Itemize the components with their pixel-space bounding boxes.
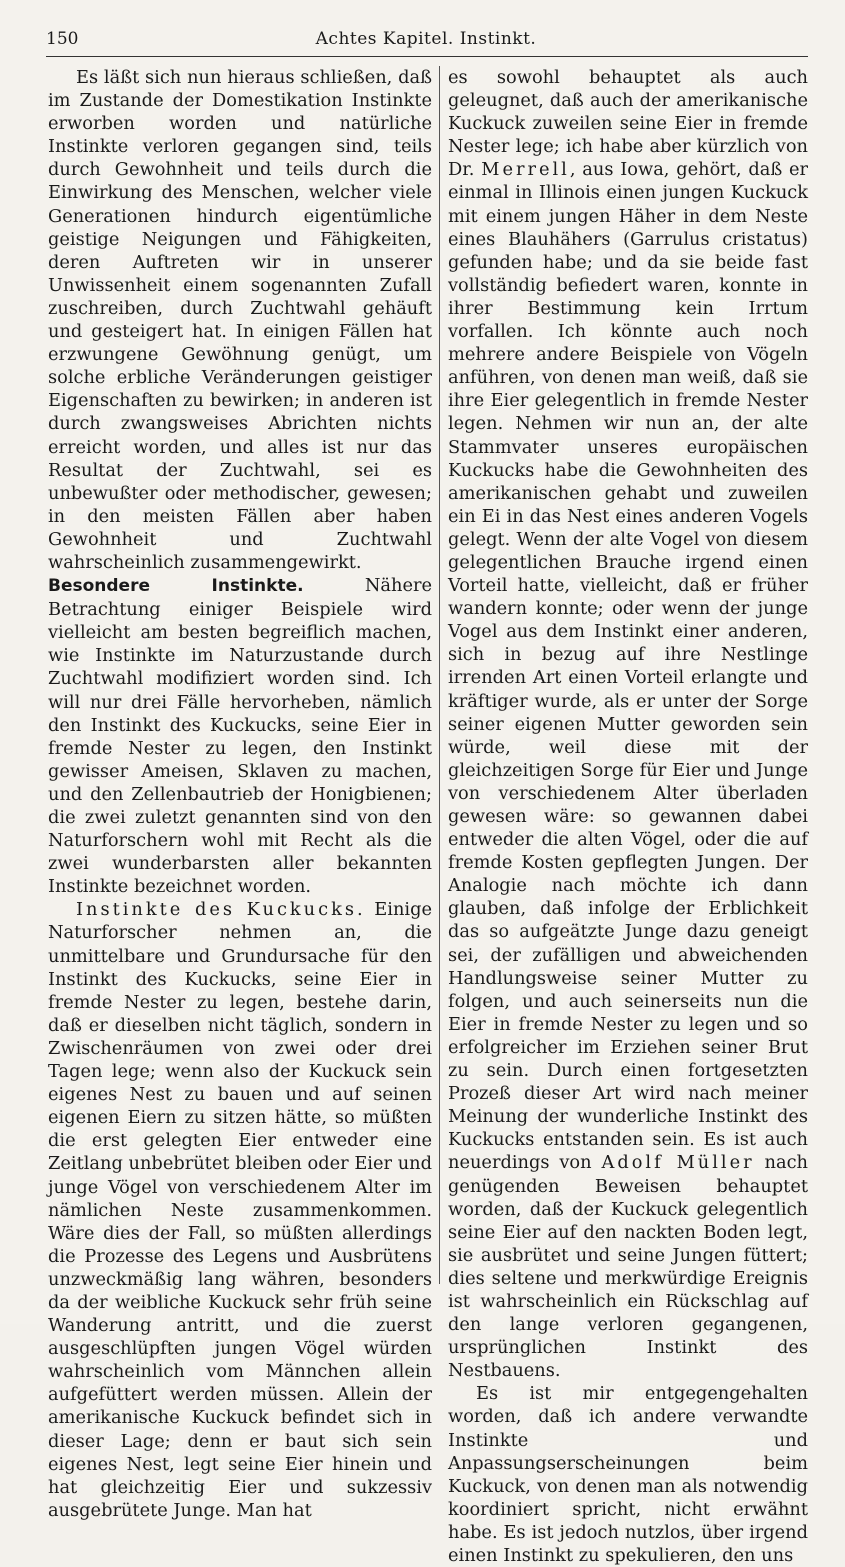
paragraph-special-instincts — [48, 574, 432, 898]
paragraph-text: nach genügenden Beweisen behauptet worden, daß der Kuckuck gelegentlich seine Eier auf den nackten Boden legt, sie ausbrütet und seine Jungen füttert; dies seltene und merkwürdige Ereignis ist wahrscheinlich ein Rückschlag auf den lange verloren gegangenen, ursprünglichen Instinkt des Nestbauens. — [448, 1152, 808, 1382]
paragraph-text: es sowohl behauptet als auch geleugnet, daß auch der amerikanische Kuckuck zuweilen seine Eier in fremde Nester lege; ich habe aber kürzlich von Dr. — [448, 67, 808, 181]
page-header — [46, 26, 806, 52]
column-divider — [439, 66, 440, 1284]
person-name-merrell: Merrell — [481, 159, 570, 181]
person-name-adolf-mueller: Adolf Müller — [601, 1152, 755, 1174]
running-head: Achtes Kapitel. Instinkt. — [315, 29, 537, 49]
section-heading-special-instincts: Besondere Instinkte. — [48, 576, 304, 597]
section-heading-cuckoo: Instinkte des Kuckucks. — [76, 899, 366, 921]
right-column — [448, 66, 808, 1567]
page-number: 150 — [46, 29, 79, 49]
paragraph-cuckoo-instincts — [48, 898, 432, 1522]
left-column — [48, 66, 432, 1522]
paragraph-text: Einige Naturforscher nehmen an, die unmittelbare und Grundursache für den Instinkt des Kuckucks, seine Eier in fremde Nester zu legen, bestehe darin, daß er dieselben nicht täglich, sondern in Zwischenräumen von zwei oder drei Tagen lege; wenn also der Kuckuck sein eigenes Nest zu bauen und auf seinen eigenen Eiern zu sitzen hätte, so müßten die erst gelegten Eier entweder eine Zeitlang unbebrütet bleiben oder Eier und junge Vögel von verschiedenem Alter im nämlichen Neste zusammenkommen. Wäre dies der Fall, so müßten allerdings die Prozesse des Legens und Ausbrütens unzweckmäßig lang währen, besonders da der weibliche Kuckuck sehr früh seine Wanderung antritt, und die zuerst ausgeschlüpften jungen Vögel würden wahrscheinlich vom Männchen allein aufgefüttert werden müssen. Allein der amerikanische Kuckuck befindet sich in dieser Lage; denn er baut sich sein eigenes Nest, legt seine Eier hinein und hat gleichzeitig Eier und sukzessiv ausgebrütete Junge. Man hat — [48, 899, 432, 1521]
paragraph-text: Nähere Betrachtung einiger Beispiele wird vielleicht am besten begreiflich machen, wie Instinkte im Naturzustande durch Zuchtwahl modifiziert worden sind. Ich will nur drei Fälle hervorheben, nämlich den Instinkt des Kuckucks, seine Eier in fremde Nester zu legen, den Instinkt gewisser Ameisen, Sklaven zu machen, und den Zellenbautrieb der Honigbienen; die zwei zuletzt genannten sind von den Naturforschern wohl mit Recht als die zwei wunderbarsten aller bekannten Instinkte bezeichnet worden. — [48, 575, 432, 898]
paragraph-american-cuckoo — [448, 66, 808, 1382]
paragraph-domestication: Es läßt sich nun hieraus schließen, daß im Zustande der Domestikation Instinkte erworben worden und natürliche Instinkte verloren gegangen sind, teils durch Gewohnheit und teils durch die Einwirkung des Menschen, welcher viele Generationen hindurch eigentümliche geistige Neigungen und Fähigkeiten, deren Auftreten wir in unserer Unwissenheit einem sogenannten Zufall zuschreiben, durch Zuchtwahl gehäuft und gesteigert hat. In einigen Fällen hat erzwungene Gewöhnung genügt, um solche erbliche Veränderungen geistiger Eigenschaften zu bewirken; in anderen ist durch zwangsweises Abrichten nichts erreicht worden, und alles ist nur das Resultat der Zuchtwahl, sei es unbewußter oder methodischer, gewesen; in den meisten Fällen aber haben Gewohnheit und Zuchtwahl wahrscheinlich zusammengewirkt. — [48, 67, 432, 573]
paragraph-objection: Es ist mir entgegengehalten worden, daß ich andere verwandte Instinkte und Anpassungserscheinungen beim Kuckuck, von denen man als notwendig koordiniert spricht, nicht erwähnt habe. Es ist jedoch nutzlos, über irgend einen Instinkt zu spekulieren, den uns — [448, 1383, 808, 1566]
header-rule — [46, 56, 808, 57]
paragraph-text: , aus Iowa, gehört, daß er einmal in Illinois einen jungen Kuckuck mit einem jungen Häher in dem Neste eines Blauhähers (Garrulus cristatus) gefunden habe; und da sie beide fast vollständig befiedert waren, konnte in ihrer Bestimmung kein Irrtum vorfallen. Ich könnte auch noch mehrere andere Beispiele von Vögeln anführen, von denen man weiß, daß sie ihre Eier gelegentlich in fremde Nester legen. Nehmen wir nun an, der alte Stammvater unseres europäischen Kuckucks habe die Gewohnheiten des amerikanischen gehabt und zuweilen ein Ei in das Nest eines anderen Vogels gelegt. Wenn der alte Vogel von diesem gelegentlichen Brauche irgend einen Vorteil hatte, vielleicht, daß er früher wandern konnte; oder wenn der junge Vogel aus dem Instinkt einer anderen, sich in bezug auf ihre Nestlinge irrenden Art einen Vorteil erlangte und kräftiger wurde, als er unter der Sorge seiner eigenen Mutter geworden sein würde, weil diese mit der gleichzeitigen Sorge für Eier und Junge von verschiedenem Alter überladen gewesen wäre: so gewannen dabei entweder die alten Vögel, oder die auf fremde Kosten gepflegten Jungen. Der Analogie nach möchte ich dann glauben, daß infolge der Erblichkeit das so aufgeätzte Junge dazu geneigt sei, der zufälligen und abweichenden Handlungsweise seiner Mutter zu folgen, und auch seinerseits nun die Eier in fremde Nester zu legen und so erfolgreicher im Erziehen seiner Brut zu sein. Durch einen fortgesetzten Prozeß dieser Art wird nach meiner Meinung der wunderliche Instinkt des Kuckucks entstanden sein. Es ist auch neuerdings von — [448, 159, 808, 1174]
